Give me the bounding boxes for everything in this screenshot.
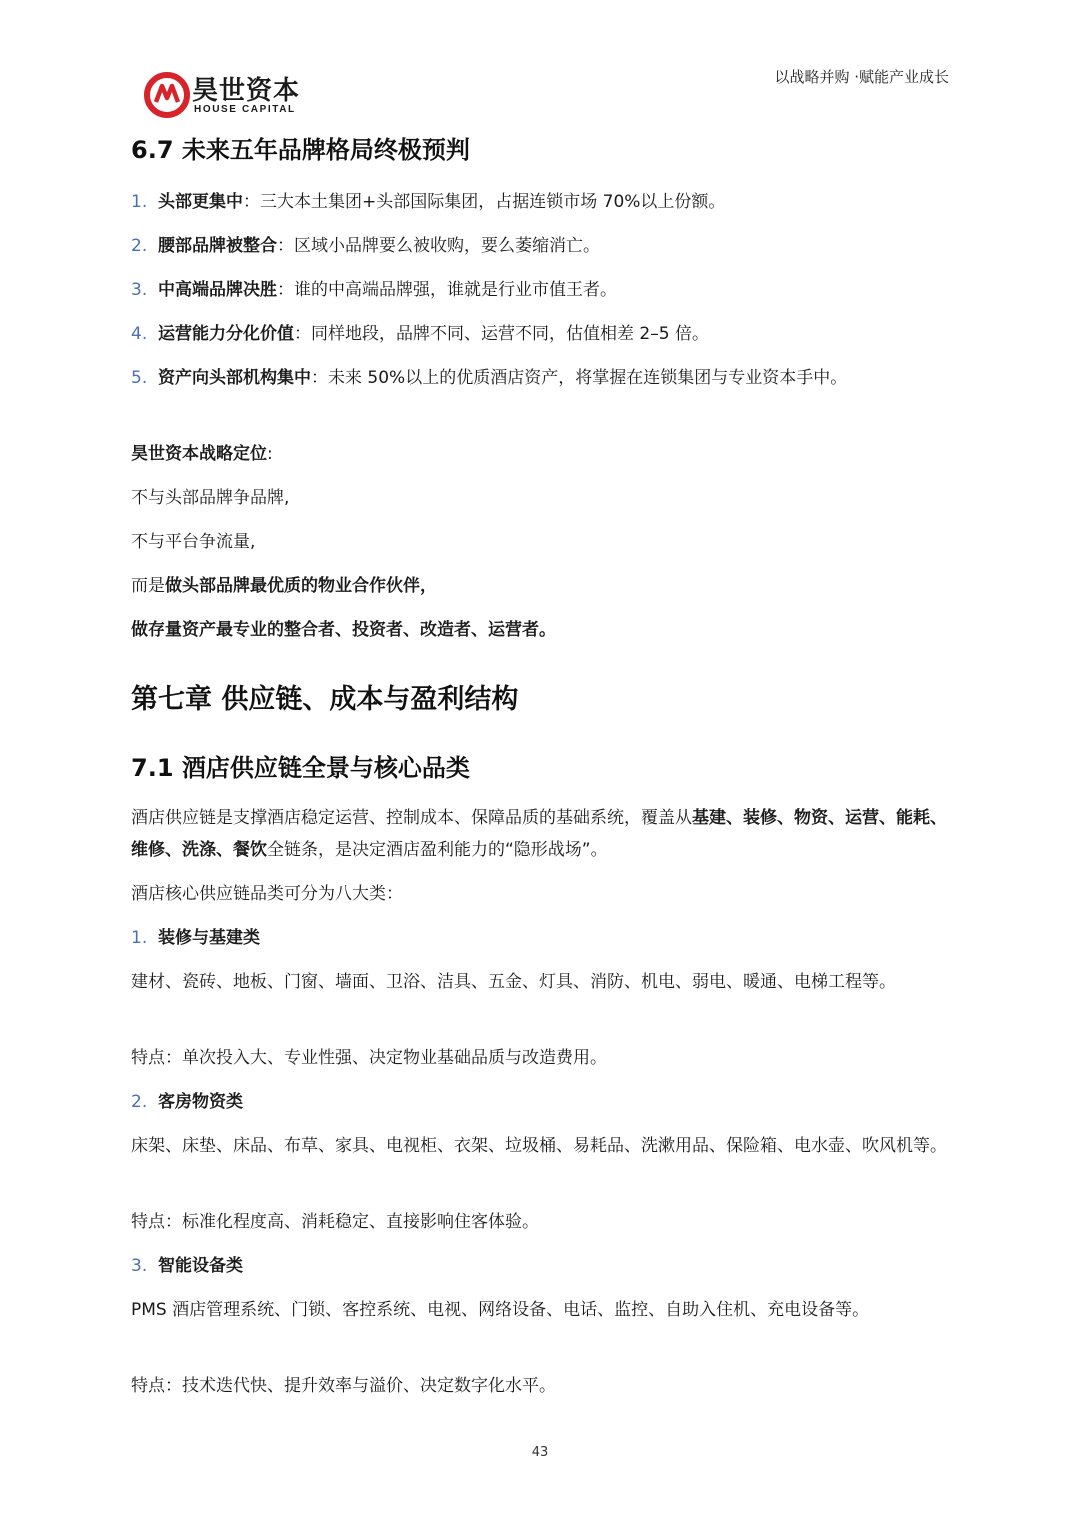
list-number: 2.	[131, 236, 148, 256]
list-number: 2.	[131, 1092, 148, 1112]
category-feature: 特点：技术迭代快、提升效率与溢价、决定数字化水平。	[131, 1376, 556, 1396]
logo-english-name: HOUSE CAPITAL	[194, 104, 296, 115]
intro-text: 全链条，是决定酒店盈利能力的“隐形战场”。	[267, 840, 608, 860]
categories-intro: 酒店核心供应链品类可分为八大类：	[131, 884, 403, 904]
strategy-line: 不与平台争流量,	[131, 532, 256, 552]
section-intro	[131, 802, 951, 878]
category-heading	[131, 1250, 951, 1294]
category-title: 装修与基建类	[158, 928, 260, 948]
list-number: 3.	[131, 1256, 148, 1276]
section-title-6-7: 6.7 未来五年品牌格局终极预判	[131, 136, 470, 164]
strategy-line-emphasis: 做头部品牌最优质的物业合作伙伴，	[165, 576, 437, 596]
intro-text: 酒店供应链是支撑酒店稳定运营、控制成本、保障品质的基础系统，覆盖从	[131, 808, 692, 828]
category-heading	[131, 1086, 951, 1130]
list-number: 1.	[131, 192, 148, 212]
logo-emblem-icon	[144, 72, 190, 118]
intro-emphasis: 基建、装修、物资、运营、能耗、维修、洗涤、餐饮	[131, 808, 947, 860]
list-item-keyword: 运营能力分化价值	[158, 324, 294, 344]
list-item-text: ：同样地段，品牌不同、运营不同，估值相差 2–5 倍。	[294, 324, 709, 344]
chapter-title-7: 第七章 供应链、成本与盈利结构	[131, 684, 519, 715]
list-item-keyword: 头部更集中	[158, 192, 243, 212]
category-title: 智能设备类	[158, 1256, 243, 1276]
list-item-text: ：未来 50%以上的优质酒店资产，将掌握在连锁集团与专业资本手中。	[311, 368, 848, 388]
list-item	[131, 318, 951, 362]
page-number: 43	[531, 1445, 549, 1460]
strategy-line-prefix: 而是	[131, 576, 165, 596]
list-item	[131, 230, 951, 274]
category-description: PMS 酒店管理系统、门锁、客控系统、电视、网络设备、电话、监控、自助入住机、充电设备等。	[131, 1300, 870, 1320]
company-logo	[144, 72, 314, 120]
list-number: 5.	[131, 368, 148, 388]
strategy-line	[131, 570, 951, 614]
list-item-keyword: 中高端品牌决胜	[158, 280, 277, 300]
strategy-heading	[131, 438, 951, 482]
list-item-text: ：谁的中高端品牌强，谁就是行业市值王者。	[277, 280, 617, 300]
logo-chinese-name: 昊世资本	[192, 76, 301, 106]
category-description: 建材、瓷砖、地板、门窗、墙面、卫浴、洁具、五金、灯具、消防、机电、弱电、暖通、电梯工程等。	[131, 972, 896, 992]
strategy-line: 不与头部品牌争品牌,	[131, 488, 290, 508]
list-item	[131, 274, 951, 318]
category-title: 客房物资类	[158, 1092, 243, 1112]
list-item	[131, 186, 951, 230]
list-item-keyword: 资产向头部机构集中	[158, 368, 311, 388]
list-item	[131, 362, 951, 438]
section-title-7-1: 7.1 酒店供应链全景与核心品类	[131, 754, 470, 782]
list-item-text: ：三大本土集团+头部国际集团，占据连锁市场 70%以上份额。	[243, 192, 726, 212]
list-item-keyword: 腰部品牌被整合	[158, 236, 277, 256]
list-number: 4.	[131, 324, 148, 344]
strategy-colon: :	[267, 444, 273, 464]
list-number: 3.	[131, 280, 148, 300]
page-content	[131, 130, 951, 1414]
list-number: 1.	[131, 928, 148, 948]
category-feature: 特点：单次投入大、专业性强、决定物业基础品质与改造费用。	[131, 1048, 607, 1068]
list-item-text: ：区域小品牌要么被收购，要么萎缩消亡。	[277, 236, 600, 256]
header-tagline: 以战略并购 ·赋能产业成长	[774, 68, 949, 86]
category-heading	[131, 922, 951, 966]
category-description: 床架、床垫、床品、布草、家具、电视柜、衣架、垃圾桶、易耗品、洗漱用品、保险箱、电水壶、吹风机等。	[131, 1136, 947, 1156]
strategy-line	[131, 614, 951, 658]
strategy-line-emphasis: 做存量资产最专业的整合者、投资者、改造者、运营者。	[131, 620, 556, 640]
strategy-title: 昊世资本战略定位	[131, 444, 267, 464]
category-feature: 特点：标准化程度高、消耗稳定、直接影响住客体验。	[131, 1212, 539, 1232]
